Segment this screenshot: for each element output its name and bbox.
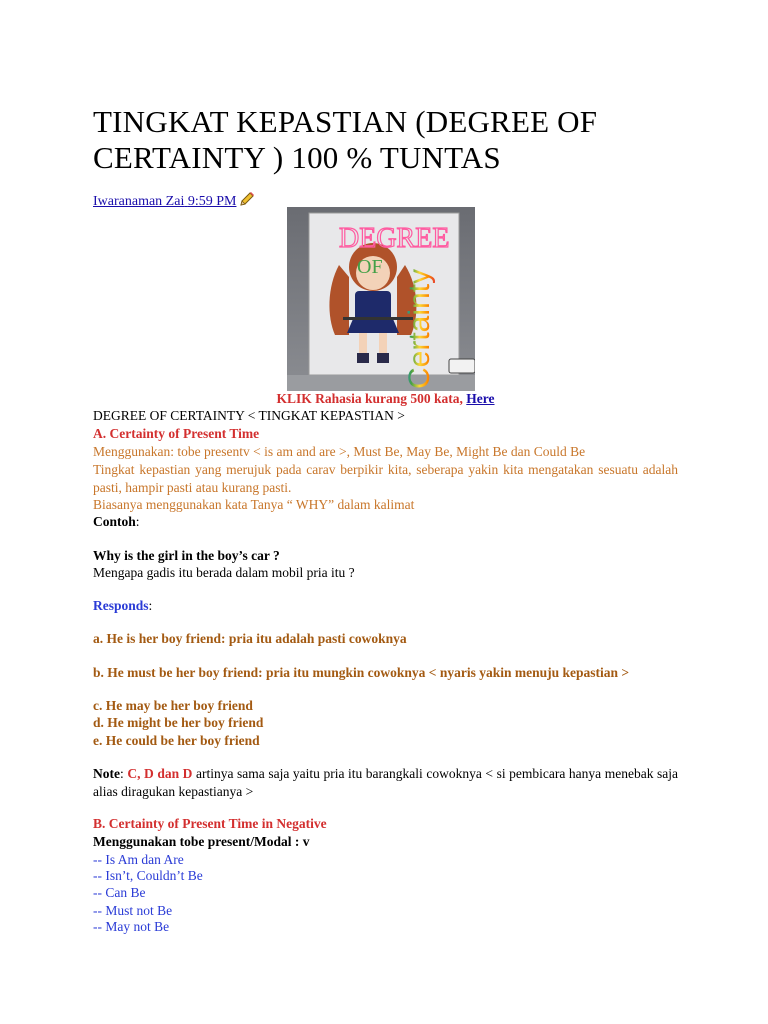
note-highlight: C, D dan D [127, 766, 193, 781]
page-title: TINGKAT KEPASTIAN (DEGREE OF CERTAINTY ) 100 % TUNTAS [93, 104, 598, 175]
section-a-line2: Tingkat kepastian yang merujuk pada carav berpikir kita, seberapa yakin kita mengatakan sesuatu adalah pasti, hampir pasti atau kurang pasti. [93, 462, 678, 495]
contoh-line: Contoh: [93, 514, 140, 529]
author-name: Iwaranaman Zai [93, 194, 185, 209]
klik-line [93, 390, 678, 408]
list-item: -- Is Am dan Are [93, 852, 184, 867]
list-item: -- Can Be [93, 885, 146, 900]
degree-of-certainty-image [287, 207, 475, 391]
section-b-title: B. Certainty of Present Time in Negative [93, 816, 327, 831]
image-text-certainty: Certainty [403, 268, 436, 389]
response-e: e. He could be her boy friend [93, 733, 260, 748]
here-link[interactable]: Here [466, 391, 495, 406]
responds-line: Responds: [93, 598, 153, 613]
author-link[interactable] [93, 194, 236, 209]
klik-text: KLIK Rahasia kurang 500 kata, [276, 391, 467, 406]
image-text-of: OF [357, 256, 383, 278]
note-label: Note [93, 766, 120, 781]
note: Note: C, D dan D artinya sama saja yaitu pria itu barangkali cowoknya < si pembicara hanya menebak saja alias diragukan kepastianya > [93, 766, 678, 799]
response-c: c. He may be her boy friend [93, 698, 253, 713]
response-b: b. He must be her boy friend: pria itu mungkin cowoknya < nyaris yakin menuju kepastian > [93, 665, 630, 680]
post-time: 9:59 PM [187, 194, 237, 209]
question: Why is the girl in the boy’s car ? [93, 548, 280, 563]
list-item: -- Must not Be [93, 903, 173, 918]
contoh-label: Contoh [93, 514, 136, 529]
image-text-degree: DEGREE [339, 223, 450, 254]
list-item: -- Isn’t, Couldn’t Be [93, 868, 203, 883]
section-a-title: A. Certainty of Present Time [93, 426, 260, 441]
response-a: a. He is her boy friend: pria itu adalah pasti cowoknya [93, 631, 407, 646]
note-text: artinya sama saja yaitu pria itu barangkali cowoknya < si pembicara hanya menebak saja alias diragukan kepastianya > [93, 766, 678, 799]
section-a-line3: Biasanya menggunakan kata Tanya “ WHY” dalam kalimat [93, 497, 415, 512]
section-a-line1: Menggunakan: tobe presentv < is am and are >, Must Be, May Be, Might Be dan Could Be [93, 444, 586, 459]
response-d: d. He might be her boy friend [93, 715, 264, 730]
list-item: -- May not Be [93, 919, 170, 934]
heading-line: DEGREE OF CERTAINTY < TINGKAT KEPASTIAN > [93, 408, 405, 423]
pencil-icon[interactable] [239, 191, 255, 212]
section-b-subtitle: Menggunakan tobe present/Modal : v [93, 834, 310, 849]
responds-label: Responds [93, 598, 149, 613]
byline [93, 191, 255, 212]
question-translation: Mengapa gadis itu berada dalam mobil pria itu ? [93, 565, 355, 580]
